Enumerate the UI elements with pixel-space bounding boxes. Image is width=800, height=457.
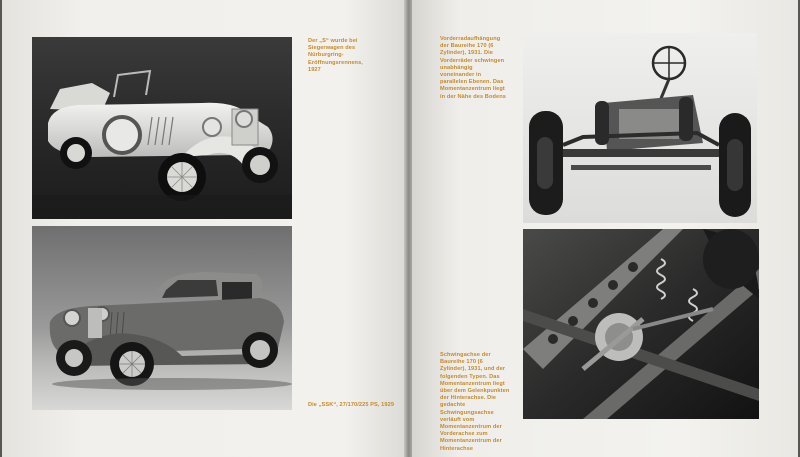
- touring-car-photo: [32, 37, 292, 219]
- right-page: [412, 0, 798, 457]
- swing-axle-photo: [523, 229, 759, 419]
- caption-swing-axle: Schwingachse der Baureihe 170 (6 Zylinder), 1931, und der folgenden Typen. Das Momentanzentrum liegt über dem Gelenkpunkten der Hinterachse. Die gedachte Schwingungsachse verläuft vom Momentanzentrum der Vorderachse zum Momentanzentrum der Hinterachse: [440, 352, 510, 452]
- caption-chassis-front: Vorderradaufhängung der Baureihe 170 (6 Zylinder), 1931. Die Vorderräder schwingen unabhängig voneinander in parallelen Ebenen. Das Momentanzentrum liegt in der Nähe des Bodens: [440, 36, 506, 100]
- caption-touring-car: Der „S“ wurde bei Siegerwagen des Nürburgring-Eröffnungsrennens, 1927: [308, 38, 363, 73]
- left-page: [2, 0, 406, 457]
- ssk-coupe-photo: [32, 226, 292, 410]
- chassis-front-photo: [523, 33, 757, 223]
- caption-ssk-coupe: Die „SSK“, 27/170/225 PS, 1929: [308, 402, 395, 408]
